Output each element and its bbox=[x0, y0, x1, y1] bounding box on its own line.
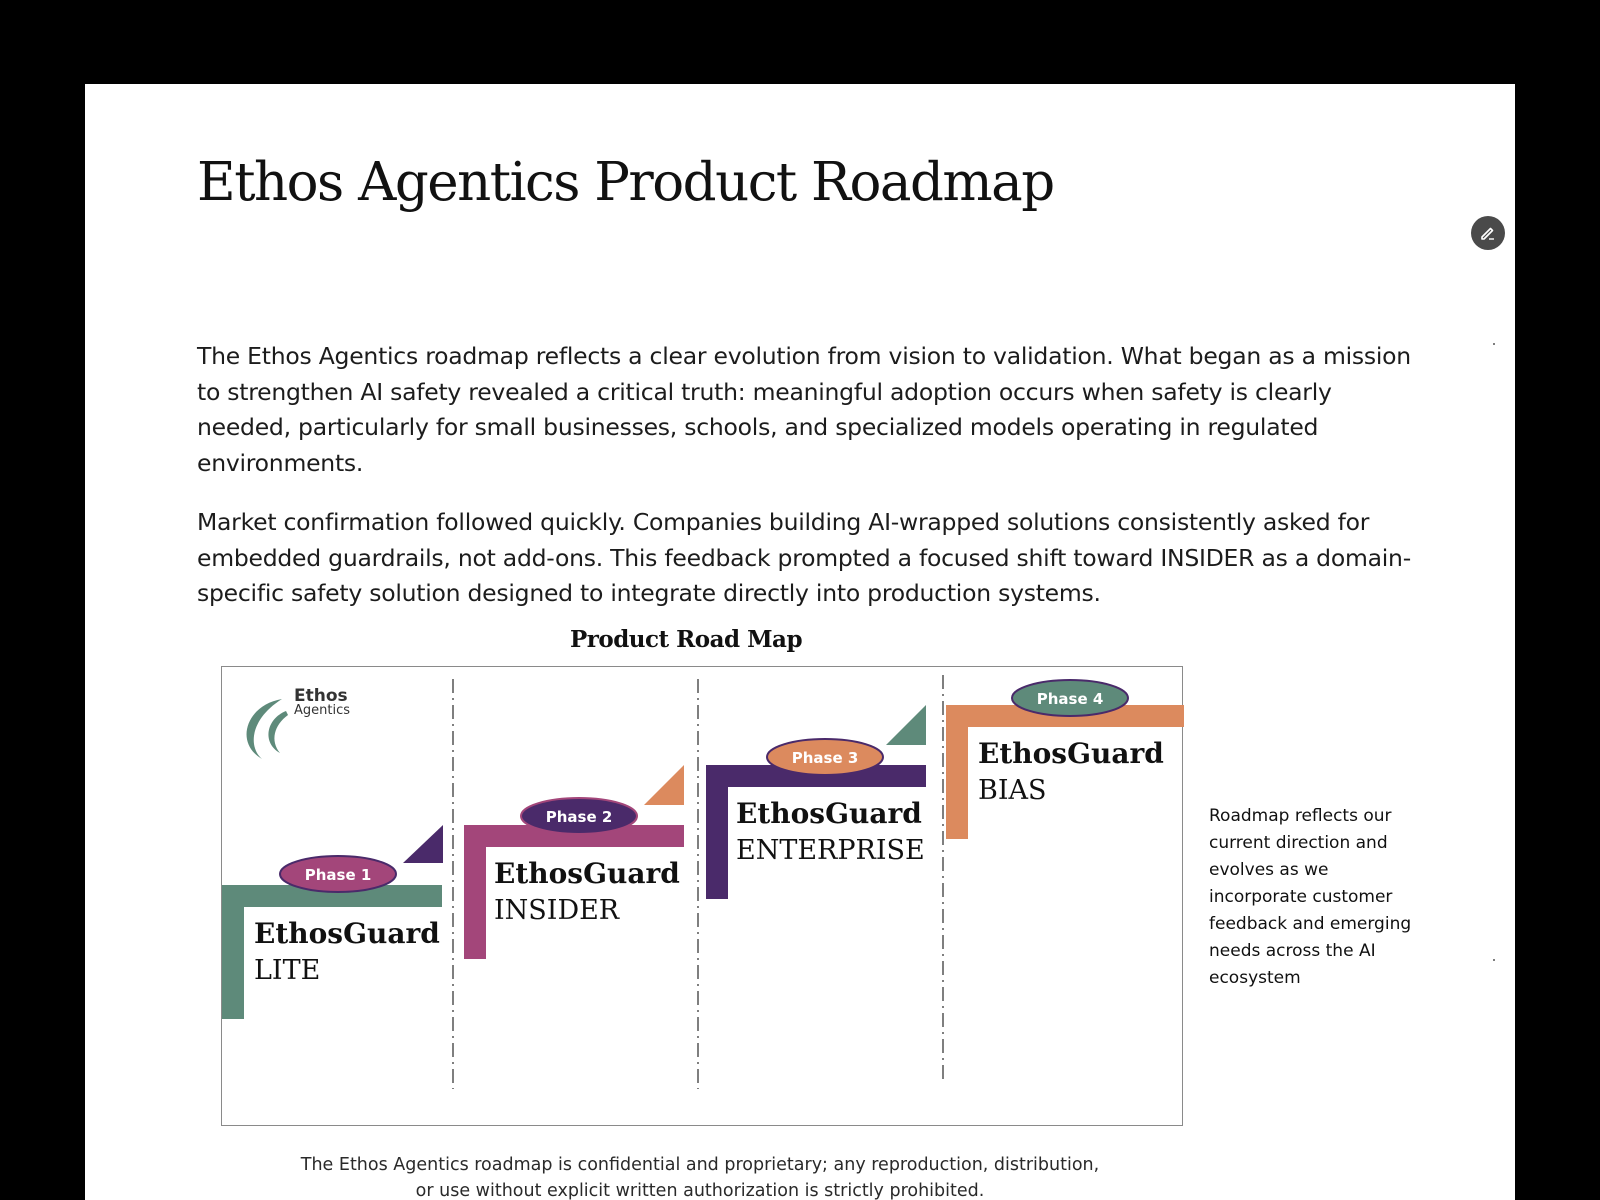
phase-3-tier: ENTERPRISE bbox=[736, 835, 925, 866]
phase-2-triangle bbox=[644, 765, 684, 805]
phase-1-product: EthosGuard bbox=[254, 917, 440, 950]
phase-3-badge: Phase 3 bbox=[791, 749, 859, 767]
phase-4-badge: Phase 4 bbox=[1036, 690, 1104, 708]
logo-ethos: Ethos bbox=[294, 686, 348, 706]
phase-2-step bbox=[464, 765, 684, 959]
phase-4-tier: BIAS bbox=[978, 775, 1047, 806]
roadmap-figure bbox=[221, 666, 1183, 1126]
phase-1-step bbox=[222, 825, 443, 1019]
phase-3-post bbox=[706, 765, 728, 899]
phase-3-product: EthosGuard bbox=[736, 797, 922, 830]
edit-button[interactable] bbox=[1471, 216, 1505, 250]
phase-1-tier: LITE bbox=[254, 955, 321, 986]
phase-2-product: EthosGuard bbox=[494, 857, 680, 890]
roadmap-note: Roadmap reflects our current direction and evolves as we incorporate customer feedback and emerging needs across the AI ecosystem bbox=[1209, 806, 1412, 988]
phase-2-badge: Phase 2 bbox=[545, 808, 613, 826]
page-title: Ethos Agentics Product Roadmap bbox=[197, 152, 1054, 213]
phase-3-triangle bbox=[886, 705, 926, 745]
phase-2-post bbox=[464, 825, 486, 959]
document-page bbox=[85, 84, 1515, 1200]
phase-2-tier: INSIDER bbox=[494, 895, 620, 926]
phase-4-post bbox=[946, 705, 968, 839]
dot-marker bbox=[1493, 343, 1495, 345]
phase-4-product: EthosGuard bbox=[978, 737, 1164, 770]
phase-3-step bbox=[706, 705, 926, 899]
phase-1-triangle bbox=[403, 825, 443, 863]
ethos-logo bbox=[247, 686, 351, 759]
pencil-icon bbox=[1479, 224, 1497, 242]
logo-agentics: Agentics bbox=[294, 703, 351, 718]
phase-4-step bbox=[946, 680, 1184, 839]
phase-1-badge: Phase 1 bbox=[304, 866, 372, 884]
figure-title: Product Road Map bbox=[569, 626, 803, 653]
phase-1-post bbox=[222, 885, 244, 1019]
intro-paragraph: The Ethos Agentics roadmap reflects a clear evolution from vision to validation. What began as a mission to strengthen AI safety revealed a critical truth: meaningful adoption occurs when safety is clearly needed, particularly for small businesses, schools, and specialized models operating in regulated environments. bbox=[197, 342, 1411, 478]
logo-swoosh bbox=[269, 711, 288, 753]
confidentiality-note: The Ethos Agentics roadmap is confidential and proprietary; any reproduction, distribution, or use without explicit written authorization is strictly prohibited. bbox=[300, 1155, 1100, 1200]
roadmap-diagram bbox=[222, 667, 1184, 1127]
dot-marker bbox=[1493, 959, 1495, 961]
market-paragraph: Market confirmation followed quickly. Companies building AI-wrapped solutions consistently asked for embedded guardrails, not add-ons. This feedback prompted a focused shift toward INSIDER as a domain-specific safety solution designed to integrate directly into production systems. bbox=[197, 508, 1411, 608]
